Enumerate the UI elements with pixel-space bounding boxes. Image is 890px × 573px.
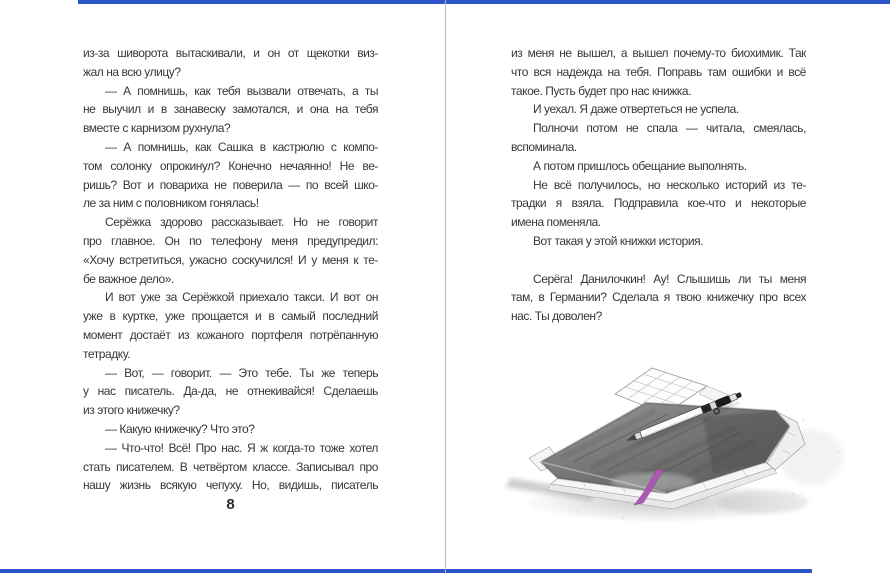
text-line: имена поменяла. [511, 215, 601, 230]
text-line: что вся надежда на тебя. Поправь там ошибки и всё [511, 64, 806, 79]
text-line: ле за ним с половником гонялась! [83, 196, 259, 211]
text-line: у нас писатель. Да-да, не отнекивайся! Сделаешь [83, 384, 378, 399]
text-line: традки я взяла. Подправила кое-что и некоторые [511, 196, 806, 211]
bottom-accent-rule [0, 569, 812, 573]
text-line: бе важное дело». [83, 271, 174, 286]
text-line: — А помнишь, как тебя вызвали отвечать, а ты [105, 83, 378, 98]
text-line: вспоминала. [511, 139, 577, 154]
paragraph-gap [511, 251, 806, 270]
text-line: жал на всю улицу? [83, 64, 181, 79]
text-line: Полночи потом не спала — читала, смеялась, [533, 121, 806, 136]
page-number: 8 [226, 496, 235, 513]
text-line: ришь? Вот и повариха не поверила — по всей шко- [83, 177, 378, 192]
page-divider [445, 0, 446, 573]
text-line: Серёжка здорово рассказывает. Но не говорит [105, 215, 378, 230]
text-line: — Вот, — говорит. — Это тебе. Ты же теперь [105, 365, 378, 380]
top-accent-rule [78, 0, 890, 4]
text-line: А потом пришлось обещание выполнять. [533, 158, 747, 173]
text-line: нас. Ты доволен? [511, 309, 602, 324]
text-line: из этого книжечку? [83, 403, 180, 418]
text-line: нашу жизнь всякую чепуху. Но, видишь, писатель [83, 478, 378, 493]
text-line: стать писателем. В четвёртом классе. Записывал про [83, 459, 378, 474]
text-line: Серёга! Данилочкин! Ау! Слышишь ли ты меня [533, 271, 806, 286]
text-line: Не всё получилось, но несколько историй из те- [533, 177, 806, 192]
text-line: уже в куртке, уже прощается и в самый последний [83, 309, 378, 324]
text-line: Вот такая у этой книжки история. [533, 233, 704, 248]
text-line: момент достаёт из кожаного портфеля потрёпанную [83, 327, 378, 342]
text-line: — Какую книжечку? Что это? [105, 421, 255, 436]
text-line: «Хочу встретиться, ужасно соскучился! И у меня к те- [83, 252, 378, 267]
text-line: такое. Пусть будет про нас книжка. [511, 83, 691, 98]
text-line: про главное. Он по телефону меня предупредил: [83, 233, 378, 248]
text-line: тетрадку. [83, 346, 130, 361]
text-line: И уехал. Я даже отвертеться не успела. [533, 102, 739, 117]
text-line: вместе с карнизом рухнула? [83, 121, 231, 136]
text-line: том солонку опрокинул? Конечно нечаянно! Не ве- [83, 158, 378, 173]
left-page-text [83, 44, 378, 495]
right-page-text [511, 44, 806, 326]
text-line: там, в Германии? Сделала я твою книжечку про всех [511, 290, 806, 305]
notebook-illustration [503, 362, 853, 547]
text-line: И вот уже за Серёжкой приехало такси. И вот он [105, 290, 378, 305]
text-line: — А помнишь, как Сашка в кастрюлю с компо- [105, 139, 378, 154]
text-line: не выучил и в занавеску замотался, и она на тебя [83, 102, 378, 117]
text-line: — Что-что! Всё! Про нас. Я ж когда-то тоже хотел [105, 440, 378, 455]
text-line: из меня не вышел, а вышел почему-то биохимик. Так [511, 46, 806, 60]
text-line: из-за шиворота вытаскивали, и он от щекотки виз- [83, 46, 378, 60]
